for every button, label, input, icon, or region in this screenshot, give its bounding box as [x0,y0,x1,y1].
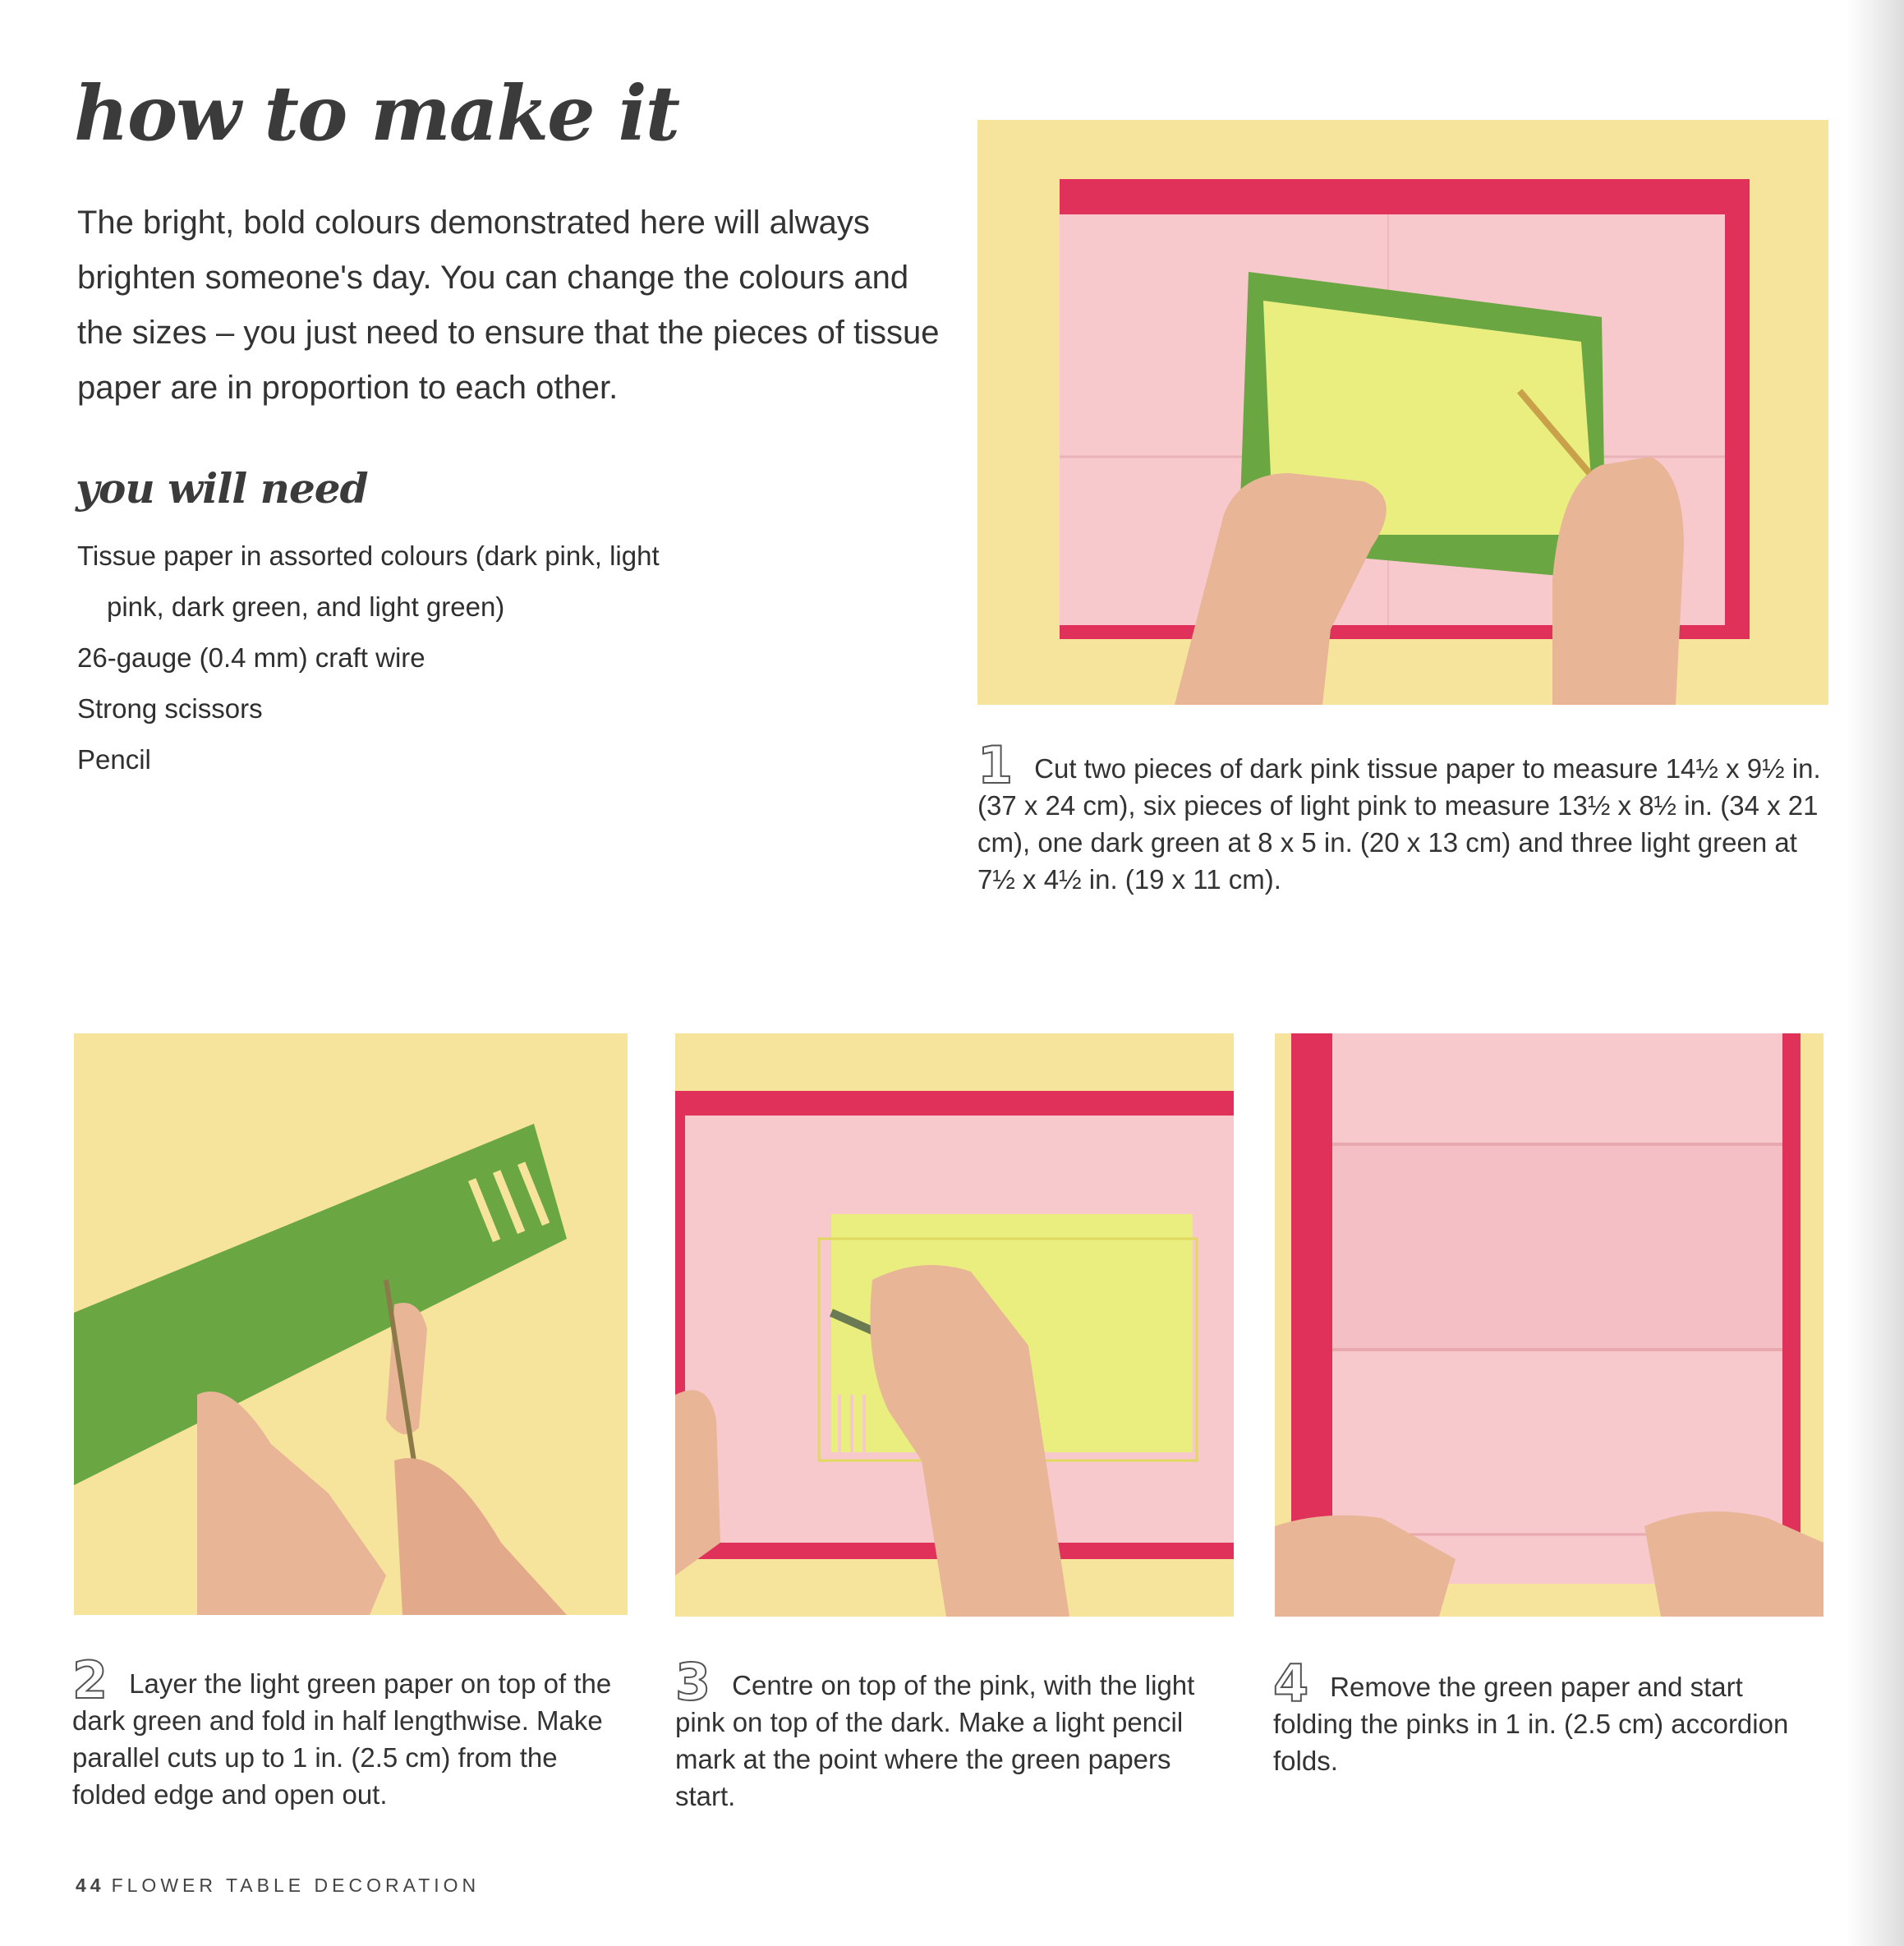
page-spine-shadow [1847,0,1904,1946]
section-title: FLOWER TABLE DECORATION [111,1875,481,1896]
step-3-caption [675,1652,1201,1815]
page-title: how to make it [74,69,679,158]
step-1-illustration [977,120,1828,705]
step-1-text: Cut two pieces of dark pink tissue paper to measure 14½ x 9½ in. (37 x 24 cm), six pieces of light pink to measure 13½ x 8½ in. (34 x 21 cm), one dark green at 8 x 5 in. (20 x 13 cm) and three light green at 7½ x 4½ in. (19 x 11 cm). [977,753,1821,895]
step-2-caption [72,1650,631,1813]
step-4-caption [1273,1654,1815,1779]
step-4-number: 4 [1273,1654,1309,1714]
step-3-number: 3 [675,1652,711,1712]
step-3-photo [675,1033,1234,1617]
step-3-text: Centre on top of the pink, with the light pink on top of the dark. Make a light pencil mark at the point where the green papers start. [675,1670,1195,1811]
step-1-caption [977,735,1832,898]
step-4-text: Remove the green paper and start folding the pinks in 1 in. (2.5 cm) accordion folds. [1273,1672,1789,1776]
intro-paragraph: The bright, bold colours demonstrated here will always brighten someone's day. You can change the colours and the sizes – you just need to ensure that the pieces of tissue paper are in proportion to each other. [77,205,940,406]
materials-item: 26-gauge (0.4 mm) craft wire [77,642,425,673]
materials-item: Tissue paper in assorted colours (dark pink, light pink, dark green, and light green) [77,541,660,622]
step-1-photo [977,120,1828,705]
you-will-need-heading: you will need [76,464,368,513]
step-4-illustration [1275,1033,1824,1617]
step-2-number: 2 [72,1650,108,1710]
step-1-number: 1 [977,735,1014,795]
step-2-illustration [74,1033,628,1615]
step-2-photo [74,1033,628,1615]
step-2-text: Layer the light green paper on top of the dark green and fold in half lengthwise. Make parallel cuts up to 1 in. (2.5 cm) from the folded edge and open out. [72,1668,612,1810]
materials-item: Pencil [77,744,151,775]
materials-item: Strong scissors [77,693,263,724]
step-3-illustration [675,1033,1234,1617]
page-number: 44 [76,1875,105,1896]
materials-list [77,531,669,785]
page-footer [76,1875,480,1897]
step-4-photo [1275,1033,1824,1617]
